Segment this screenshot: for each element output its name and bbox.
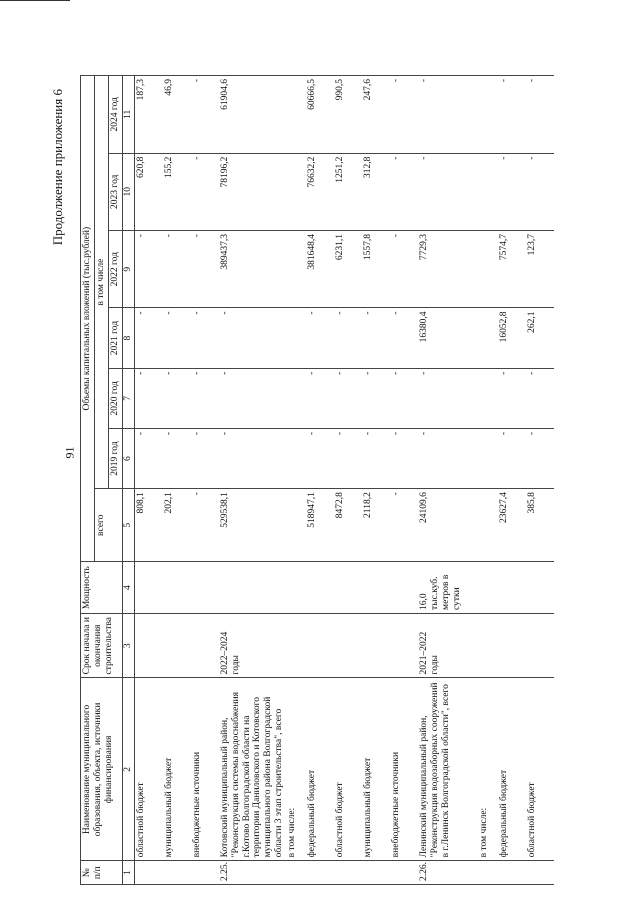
row-total: 2118,2 bbox=[362, 489, 390, 562]
row-capacity bbox=[286, 562, 306, 614]
table-row bbox=[134, 76, 163, 885]
header-year: 2024 год bbox=[108, 76, 122, 154]
row-year-value: 16052,8 bbox=[498, 308, 526, 368]
row-year-value: 7574,7 bbox=[498, 231, 526, 308]
table-row bbox=[418, 76, 478, 885]
row-year-value: - bbox=[191, 428, 219, 488]
column-number: 1 bbox=[122, 861, 134, 885]
table-row bbox=[286, 76, 306, 885]
row-number: 2.26. bbox=[418, 861, 478, 885]
row-year-value: - bbox=[306, 308, 334, 368]
table-row bbox=[526, 76, 554, 885]
row-year-value bbox=[286, 308, 306, 368]
row-year-value: 381648,4 bbox=[306, 231, 334, 308]
row-name: муниципальный бюджет bbox=[163, 678, 191, 861]
column-number: 2 bbox=[122, 678, 134, 861]
row-year-value: - bbox=[163, 428, 191, 488]
row-capacity bbox=[134, 562, 163, 614]
row-period bbox=[191, 613, 219, 678]
row-year-value: - bbox=[390, 153, 418, 230]
row-year-value bbox=[478, 368, 498, 428]
row-year-value bbox=[286, 153, 306, 230]
row-year-value bbox=[286, 231, 306, 308]
row-capacity bbox=[219, 562, 287, 614]
row-name: Ленинский муниципальный район, "Реконструкция водозаборных сооружений в г.Ленинск Волгоградской области", всего bbox=[418, 678, 478, 861]
row-year-value: - bbox=[498, 153, 526, 230]
appendix-caption: Продолжение приложения 6 bbox=[50, 89, 65, 246]
row-year-value: - bbox=[134, 368, 163, 428]
row-year-value: - bbox=[191, 368, 219, 428]
row-number bbox=[163, 861, 191, 885]
row-number: 2.25. bbox=[219, 861, 287, 885]
row-capacity bbox=[390, 562, 418, 614]
row-year-value: 389437,3 bbox=[219, 231, 287, 308]
row-year-value: - bbox=[362, 368, 390, 428]
row-year-value: - bbox=[334, 368, 362, 428]
row-year-value: 312,8 bbox=[362, 153, 390, 230]
column-number-row bbox=[122, 76, 134, 885]
table-row bbox=[191, 76, 219, 885]
row-year-value: - bbox=[526, 76, 554, 154]
row-year-value: - bbox=[219, 308, 287, 368]
row-total: - bbox=[390, 489, 418, 562]
row-year-value: - bbox=[418, 76, 478, 154]
row-name: внебюджетные источники bbox=[390, 678, 418, 861]
row-name: в том числе: bbox=[478, 678, 498, 861]
row-year-value: 76632,2 bbox=[306, 153, 334, 230]
row-capacity: 16,0 тыс.куб. метров в сутки bbox=[418, 562, 478, 614]
row-name: внебюджетные источники bbox=[191, 678, 219, 861]
row-name: муниципальный бюджет bbox=[362, 678, 390, 861]
row-capacity bbox=[498, 562, 526, 614]
row-year-value: - bbox=[390, 231, 418, 308]
row-number bbox=[498, 861, 526, 885]
row-year-value bbox=[286, 368, 306, 428]
row-year-value: 155,2 bbox=[163, 153, 191, 230]
row-name: областной бюджет bbox=[526, 678, 554, 861]
column-number: 5 bbox=[122, 489, 134, 562]
row-capacity bbox=[306, 562, 334, 614]
column-number: 8 bbox=[122, 308, 134, 368]
row-capacity bbox=[163, 562, 191, 614]
row-year-value: 1251,2 bbox=[334, 153, 362, 230]
row-number bbox=[286, 861, 306, 885]
row-period bbox=[362, 613, 390, 678]
row-period bbox=[526, 613, 554, 678]
table-row bbox=[498, 76, 526, 885]
row-number bbox=[478, 861, 498, 885]
row-number bbox=[306, 861, 334, 885]
row-year-value bbox=[286, 428, 306, 488]
capital-investment-table bbox=[80, 75, 554, 885]
row-year-value: - bbox=[134, 428, 163, 488]
row-total: 529538,1 bbox=[219, 489, 287, 562]
row-capacity bbox=[478, 562, 498, 614]
row-period bbox=[390, 613, 418, 678]
table-row bbox=[390, 76, 418, 885]
row-period bbox=[334, 613, 362, 678]
header-no: № п/п bbox=[81, 861, 123, 885]
column-number: 6 bbox=[122, 428, 134, 488]
row-period: 2022–2024 годы bbox=[219, 613, 287, 678]
row-number bbox=[526, 861, 554, 885]
row-year-value: 123,7 bbox=[526, 231, 554, 308]
row-year-value bbox=[478, 231, 498, 308]
table-row bbox=[163, 76, 191, 885]
header-capacity: Мощность bbox=[81, 562, 123, 614]
row-year-value: 61904,6 bbox=[219, 76, 287, 154]
header-total: всего bbox=[94, 489, 122, 562]
row-number bbox=[390, 861, 418, 885]
row-year-value: - bbox=[418, 153, 478, 230]
row-year-value: 46,9 bbox=[163, 76, 191, 154]
row-total: 518947,1 bbox=[306, 489, 334, 562]
row-year-value: 262,1 bbox=[526, 308, 554, 368]
row-number bbox=[134, 861, 163, 885]
row-year-value: - bbox=[498, 428, 526, 488]
row-year-value: - bbox=[390, 76, 418, 154]
row-total: 23627,4 bbox=[498, 489, 526, 562]
row-year-value: - bbox=[498, 76, 526, 154]
row-year-value: - bbox=[163, 308, 191, 368]
row-year-value: 7729,3 bbox=[418, 231, 478, 308]
header-year: 2023 год bbox=[108, 153, 122, 230]
row-year-value: - bbox=[498, 368, 526, 428]
row-capacity bbox=[334, 562, 362, 614]
row-total: 24109,6 bbox=[418, 489, 478, 562]
row-year-value: - bbox=[390, 368, 418, 428]
row-year-value bbox=[286, 76, 306, 154]
row-year-value bbox=[478, 428, 498, 488]
row-capacity bbox=[526, 562, 554, 614]
row-period bbox=[286, 613, 306, 678]
row-capacity bbox=[191, 562, 219, 614]
row-year-value: 247,6 bbox=[362, 76, 390, 154]
row-year-value: - bbox=[219, 368, 287, 428]
column-number: 10 bbox=[122, 153, 134, 230]
column-number: 3 bbox=[122, 613, 134, 678]
row-year-value: - bbox=[390, 308, 418, 368]
row-year-value: - bbox=[163, 231, 191, 308]
rotated-content bbox=[50, 75, 640, 885]
row-period bbox=[306, 613, 334, 678]
row-year-value bbox=[478, 153, 498, 230]
column-number: 7 bbox=[122, 368, 134, 428]
row-year-value: - bbox=[526, 153, 554, 230]
row-total bbox=[286, 489, 306, 562]
row-year-value: - bbox=[191, 231, 219, 308]
row-year-value: - bbox=[163, 368, 191, 428]
row-name: Котовский муниципальный район, "Реконструкция системы водоснабжения г.Котово Волгоградской области на территории Даниловского и Котовского муниципального района Волгоградской области 3 этап строительства", всего bbox=[219, 678, 287, 861]
rotated-sheet bbox=[50, 75, 640, 885]
row-year-value: - bbox=[306, 428, 334, 488]
header-year: 2019 год bbox=[108, 428, 122, 488]
row-year-value: 187,3 bbox=[134, 76, 163, 154]
row-year-value: 1557,8 bbox=[362, 231, 390, 308]
header-year: 2022 год bbox=[108, 231, 122, 308]
row-year-value: - bbox=[390, 428, 418, 488]
row-year-value: 16380,4 bbox=[418, 308, 478, 368]
table-row bbox=[334, 76, 362, 885]
row-name: федеральный бюджет bbox=[306, 678, 334, 861]
header-year: 2021 год bbox=[108, 308, 122, 368]
row-year-value: - bbox=[191, 76, 219, 154]
row-capacity bbox=[362, 562, 390, 614]
row-number bbox=[362, 861, 390, 885]
header-year: 2020 год bbox=[108, 368, 122, 428]
row-total: 8472,8 bbox=[334, 489, 362, 562]
row-year-value: - bbox=[362, 308, 390, 368]
row-year-value bbox=[478, 76, 498, 154]
row-year-value: - bbox=[526, 368, 554, 428]
row-period bbox=[134, 613, 163, 678]
row-year-value: - bbox=[418, 368, 478, 428]
row-number bbox=[191, 861, 219, 885]
header-including: в том числе bbox=[94, 76, 108, 489]
table-row bbox=[362, 76, 390, 885]
row-name: областной бюджет bbox=[134, 678, 163, 861]
row-total bbox=[478, 489, 498, 562]
table-body bbox=[134, 76, 554, 885]
row-name: областной бюджет bbox=[334, 678, 362, 861]
row-period bbox=[163, 613, 191, 678]
row-year-value: - bbox=[191, 153, 219, 230]
row-name: в том числе: bbox=[286, 678, 306, 861]
row-total: - bbox=[191, 489, 219, 562]
corner-rule bbox=[0, 0, 70, 1]
row-total: 385,8 bbox=[526, 489, 554, 562]
row-year-value: 78196,2 bbox=[219, 153, 287, 230]
header-period: Срок начала и окончания строительства bbox=[81, 613, 123, 678]
row-total: 202,1 bbox=[163, 489, 191, 562]
row-year-value: - bbox=[418, 428, 478, 488]
row-year-value: - bbox=[306, 368, 334, 428]
row-period: 2021–2022 годы bbox=[418, 613, 478, 678]
row-year-value bbox=[478, 308, 498, 368]
table-row bbox=[219, 76, 287, 885]
header-volumes: Объемы капитальных вложений (тыс.рублей) bbox=[81, 76, 95, 562]
row-number bbox=[334, 861, 362, 885]
page-number: 91 bbox=[62, 446, 77, 459]
row-year-value: 60666,5 bbox=[306, 76, 334, 154]
row-year-value: - bbox=[219, 428, 287, 488]
row-total: 808,1 bbox=[134, 489, 163, 562]
row-year-value: - bbox=[134, 308, 163, 368]
row-year-value: - bbox=[134, 231, 163, 308]
table-row bbox=[478, 76, 498, 885]
column-number: 9 bbox=[122, 231, 134, 308]
row-name: федеральный бюджет bbox=[498, 678, 526, 861]
row-year-value: 990,5 bbox=[334, 76, 362, 154]
row-period bbox=[498, 613, 526, 678]
row-year-value: 6231,1 bbox=[334, 231, 362, 308]
column-number: 4 bbox=[122, 562, 134, 614]
row-year-value: - bbox=[191, 308, 219, 368]
row-year-value: - bbox=[526, 428, 554, 488]
row-year-value: - bbox=[362, 428, 390, 488]
column-number: 11 bbox=[122, 76, 134, 154]
table-row bbox=[306, 76, 334, 885]
row-year-value: - bbox=[334, 428, 362, 488]
row-year-value: - bbox=[334, 308, 362, 368]
header-name: Наименование муниципального образования, объекта, источники финансирования bbox=[81, 678, 123, 861]
row-period bbox=[478, 613, 498, 678]
row-year-value: 620,8 bbox=[134, 153, 163, 230]
